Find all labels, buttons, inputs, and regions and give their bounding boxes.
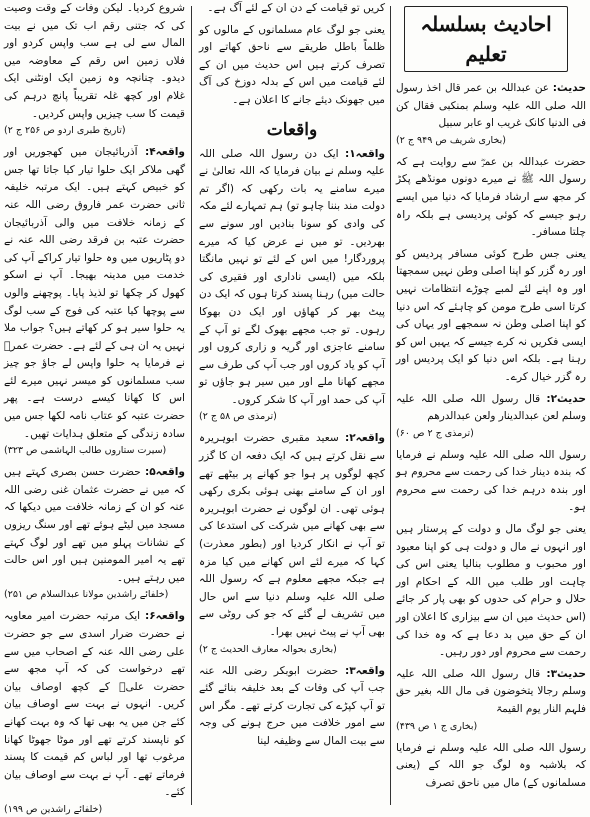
incident-2-ref: (بخاری بحوالہ معارف الحدیث ج ۲) [199, 643, 337, 655]
paragraph-3: رسول اللہ صلی اللہ علیہ وسلم نے فرمایا کہ بندہ دینار خدا کی رحمت سے محروم ہو اور بندہ درہم خدا کی رحمت سے محروم ہو۔ [396, 448, 586, 514]
incident-2 [199, 430, 385, 656]
paragraph-4: یعنی جو لوگ مال و دولت کے پرستار ہیں اور انہوں نے مال و دولت ہی کو اپنا معبود اور محبوب و مطلوب بنالیا یعنی اس کی چاہت اور طلب میں اللہ کے احکام اور حلال و حرام کی حدوں کو بھی پار کر جائے (اس حدیث میں ان سے بیزاری کا اعلان اور ان کے حق میں بد دعا ہے کہ وہ خدا کی رحمت سے محروم اور دور رہیں۔ [396, 523, 586, 659]
hadith-2-arabic: قال رسول اللہ صلی اللہ علیہ وسلم لعن عبدالدینار ولعن عبدالدرھم [396, 392, 586, 423]
paragraph-1: حضرت عبداللہ بن عمرؓ سے روایت ہے کہ رسول اللہ ﷺ نے میرے دونوں مونڈھے پکڑ کر مجھ سے ارشاد فرمایا کہ دنیا میں ایسے رہو جیسے کہ کوئی پردیسی ہے بلکہ راہ چلتا مسافر۔ [396, 155, 586, 239]
incident-4-text: آذربائیجان میں کھجوریں اور گھی ملاکر ایک حلوا تیار کیا جاتا تھا جس کو خبیص کہتے ہیں۔ ایک مرتبہ خلیفہ ثانی حضرت عمر فاروق رضی اللہ عنہ کے زمانہ خلافت میں والی آذربائیجان حضرت عتبہ بن فرقد رضی اللہ عنہ نے دو پٹاریوں میں وہ حلوا تیار کراکے آپ کی خدمت میں مدینہ بھیجا۔ آپ نے اسکو کھول کر چکھا تو لذیذ پایا۔ پوچھنے والوں سے پوچھا کیا عتبہ کی فوج کے سب لوگ یہ حلوا سیر ہو کر کھاتے ہیں؟ جواب ملا نہیں یہ ان ہی کے لئے ہے۔ حضرت عمرؓ نے فرمایا یہ حلوا واپس لے جاؤ جو چیز سب مسلمانوں کو میسر نہیں میرے لئے اس کا کھانا کیسے درست ہے۔ پھر حضرت عتبہ کو عتاب نامہ لکھا جس میں سادہ زندگی کے متعلق ہدایات تھیں۔ [4, 146, 185, 440]
incident-4-label: واقعہ۴: [144, 146, 185, 159]
column-right [396, 0, 586, 809]
incident-3-label: واقعہ۳: [344, 664, 385, 677]
hadith-2 [396, 391, 586, 441]
incident-6-text: ایک مرتبہ حضرت امیر معاویہ نے حضرت ضرار اسدی سے جو حضرت علی رضی اللہ عنہ کے اصحاب میں سے تھے درخواست کی کہ آپ مجھ سے حضرت علیؓ کے کچھ اوصاف بیان کریں۔ انہوں نے بہت سے اوصاف بیان کئے جن میں یہ بھی تھا کہ وہ بہت کھانے کو ناپسند کرتے تھے اور موٹا جھوٹا کھانا مرغوب تھا اور لباس کم قیمت کا پسند فرماتے تھے۔ آپ نے بہت سے اوصاف بیان کئے۔ [4, 610, 185, 799]
column-divider [191, 6, 192, 805]
paragraph-5: رسول اللہ صلی اللہ علیہ وسلم نے فرمایا کہ بلاشبہ وہ لوگ جو اللہ کے (یعنی مسلمانوں کے) مال میں ناحق تصرف [396, 741, 586, 789]
incident-5 [4, 464, 185, 602]
hadith-1 [396, 80, 586, 148]
incident-3 [199, 663, 385, 751]
incident-5-ref: (خلفائے راشدین مولانا عبدالسلام ص ۲۵۱) [4, 589, 169, 601]
paragraph-continued-text: شروع کردیا۔ لیکن وفات کے وقت وصیت کی کہ جتنی رقم اب تک میں نے بیت المال سے لی ہے سب واپس کردو اور فلاں زمین اس رقم کے معاوضہ میں دیدو۔ چنانچہ وہ زمین ایک اونٹنی ایک غلام اور کچھ غلہ تقریباً پانچ درہم کی قیمت کا سب چیزیں واپس کردیں۔ [4, 2, 185, 120]
incident-2-text: سعید مقبری حضرت ابوہریرہ سے نقل کرتے ہیں کہ ایک دفعہ ان کا گزر کچھ لوگوں پر ہوا جو کھانے پر بیٹھے تھے اور ان کے سامنے بھنی ہوئی بکری رکھی ہوئی تھی۔ ان لوگوں نے حضرت ابوہریرہ سے بھی کھانے میں شرکت کی استدعا کی تو آپ نے انکار کردیا اور (بطور معذرت) کہا کہ میرے لئے اس کھانے میں کیا مزہ ہے جبکہ مجھے معلوم ہے کہ رسول اللہ صلی اللہ علیہ وسلم دنیا سے اس حال میں تشریف لے گئے کہ جو کی روٹی سے بھی آپ نے پیٹ نہیں بھرا۔ [199, 432, 385, 638]
incident-6-label: واقعہ۶: [144, 610, 185, 623]
hadith-3-label: حدیث۳: [546, 667, 586, 680]
incident-4 [4, 144, 185, 458]
incident-1-ref: (ترمذی ص ۵۸ ج ۲) [199, 411, 277, 423]
hadith-2-ref: (ترمذی ج ۲ ص ۶۰) [396, 427, 474, 439]
hadith-1-arabic: عن عبداللہ بن عمر قال اخذ رسول اللہ صلی اللہ علیہ وسلم بمنکبی فقال کن فی الدنیا کانک غریب او عابر سبیل [396, 82, 586, 130]
incident-1-label: واقعہ۱: [344, 147, 385, 160]
hadith-3-ref: (بخاری ج ۱ ص ۴۳۹) [396, 720, 478, 732]
paragraph-continued [4, 0, 185, 138]
paragraph-explanation: یعنی جو لوگ عام مسلمانوں کے مالوں کو ظلماً باطل طریقے سے ناحق کھاتے اور تصرف کرتے ہیں اس حدیث میں ان کے لئے قیامت میں اس کے بدلہ دوزخ کی آگ میں جھونک دیئے جانے کا اعلان ہے۔ [199, 23, 385, 106]
incident-4-ref: (سیرت ستاروں طالب الہاشمی ص ۳۲۳) [4, 445, 167, 457]
hadith-1-label: حدیث: [552, 82, 586, 94]
column-middle [199, 0, 385, 809]
incident-6 [4, 608, 185, 817]
page-title: احادیث بسلسلہ تعلیم [404, 6, 568, 72]
column-divider [390, 6, 391, 805]
paragraph-continued: کریں تو قیامت کے دن ان کے لئے آگ ہے۔ [207, 2, 385, 14]
incident-5-label: واقعہ۵: [144, 466, 185, 479]
hadith-1-ref: (بخاری شریف ص ۹۴۹ ج ۲) [396, 134, 506, 146]
incident-5-text: حضرت حسن بصری کہتے ہیں کہ میں نے حضرت عثمان غنی رضی اللہ عنہ کو ان کے زمانہ خلافت میں دیکھا کہ مسجد میں لیٹے ہوئے تھے اور سنگ ریزوں کے نشانات پہلو میں تھے اور لوگ کہتے تھے یہ امیر المومنین ہیں اور اس حالت میں رہتے ہیں۔ [4, 466, 185, 584]
paragraph-continued-ref: (تاریخ طبری اردو ص ۲۵۶ ج ۲) [4, 125, 126, 137]
hadith-3 [396, 666, 586, 734]
hadith-2-label: حدیث۲: [546, 392, 586, 405]
section-heading: واقعات [266, 119, 318, 140]
hadith-3-arabic: قال رسول اللہ صلی اللہ علیہ وسلم رجالا یتخوضون فی مال اللہ بغیر حق فلہم النار یوم القیمۃ [396, 667, 586, 715]
incident-2-label: واقعہ۲: [344, 432, 385, 445]
incident-6-ref: (خلفائے راشدین ص ۱۹۹) [4, 803, 103, 815]
incident-1 [199, 146, 385, 425]
incident-1-text: ایک دن رسول اللہ صلی اللہ علیہ وسلم نے بیان فرمایا کہ اللہ تعالیٰ نے میرے سامنے یہ بات رکھی کہ (اگر تم دولت مند بننا چاہو تو) ہم تمہارے لئے مکہ کی وادی کو سونا بنادیں اور سونے سے بھردیں۔ تو میں نے عرض کیا کہ میرے پروردگار! میں اس کے لئے تو نہیں مانگتا بلکہ میں (ایسی ناداری اور فقیری کی حالت میں) رہنا پسند کرتا ہوں کہ ایک دن پیٹ بھر کر کھاؤں اور ایک دن بھوکا رہوں۔ تو جب مجھے بھوک لگے تو آپ کے سامنے عاجزی اور گریہ و زاری کروں اور آپ کو یاد کروں اور جب آپ کی طرف سے مجھے کھانا ملے اور میں سیر ہو جاؤں تو آپ کی حمد اور آپ کا شکر کروں۔ [199, 147, 385, 406]
column-left [4, 0, 185, 815]
paragraph-2: یعنی جس طرح کوئی مسافر پردیس کو اور رہ گزر کو اپنا اصلی وطن نہیں سمجھتا اور وہ اپنے لئے لمبے چوڑے انتظامات نہیں کرتا اسی طرح مومن کو چاہئے کہ اس دنیا کو اپنا اصلی وطن نہ سمجھے اور یہاں کی ایسی فکریں نہ کرے جیسے کہ یہیں اس کو رہنا ہے۔ بلکہ اس دنیا کو ایک پردیس اور رہ گزر خیال کرے۔ [396, 247, 586, 383]
incident-3-text: حضرت ابوبکر رضی اللہ عنہ جب آپ کی وفات کے بعد خلیفہ بنائے گئے تو آپ کپڑے کی تجارت کرتے تھے۔ مگر اس سے امور خلافت میں حرج ہونے کی وجہ سے بیت المال سے وظیفہ لینا [199, 664, 385, 747]
